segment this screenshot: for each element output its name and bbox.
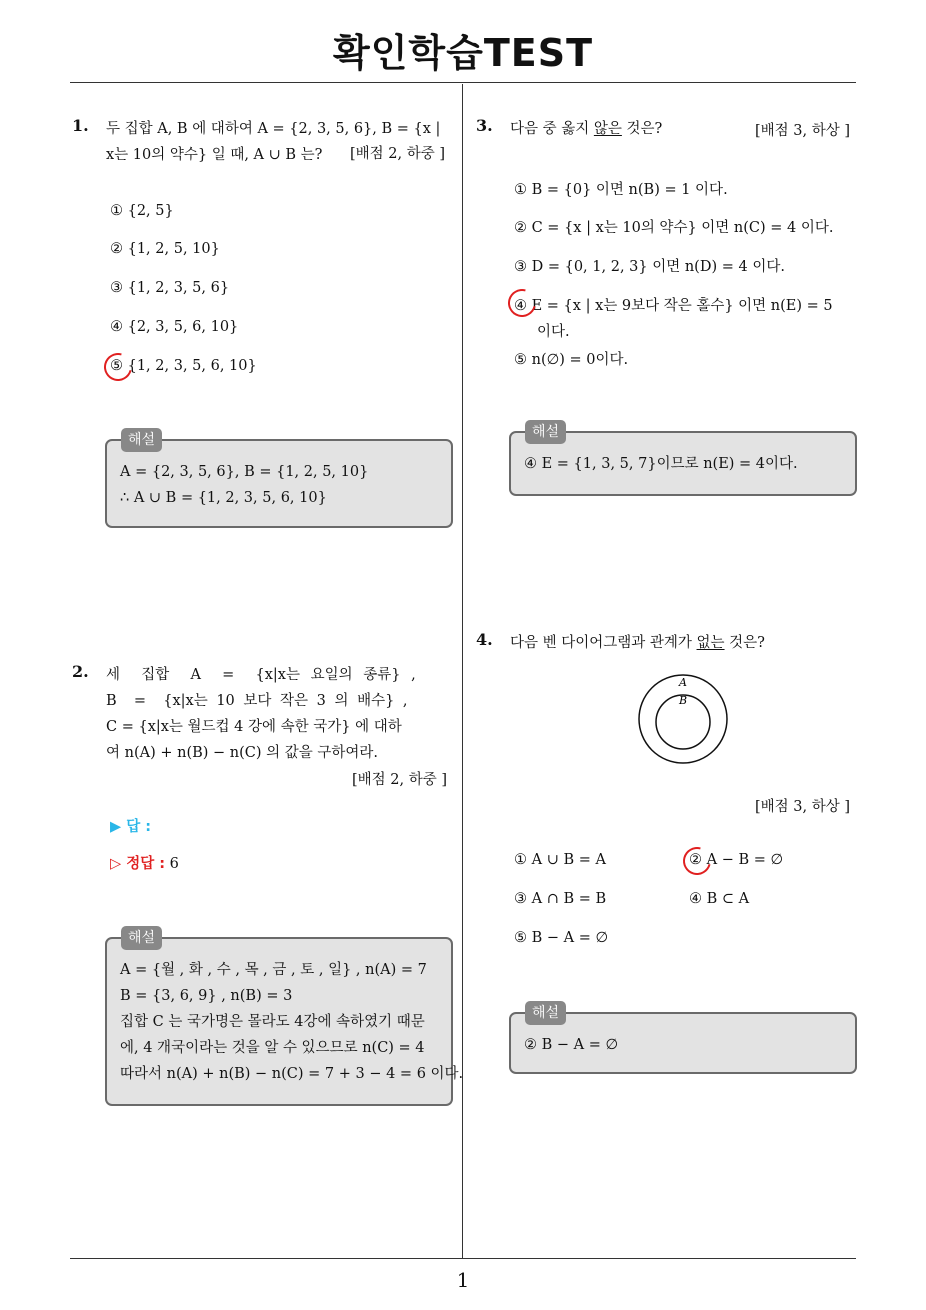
question-text-line: C = {x|x는 월드컵 4 강에 속한 국가} 에 대하 xyxy=(106,719,402,735)
column-divider xyxy=(462,84,463,1259)
footer-divider xyxy=(70,1258,856,1259)
score-label: [배점 3, 하상 ] xyxy=(755,799,851,815)
page-number: 1 xyxy=(456,1268,470,1292)
question-text-line: 세 집합 A = {x|x는 요일의 종류} , xyxy=(106,667,416,683)
option-1[interactable]: ① B = {0} 이면 n(B) = 1 이다. xyxy=(514,182,728,198)
question-number: 4. xyxy=(476,630,493,649)
option-4-continued: 이다. xyxy=(537,324,570,340)
option-4[interactable]: ④ E = {x | x는 9보다 작은 홀수} 이면 n(E) = 5 xyxy=(514,298,833,314)
question-text-emphasis: 없는 xyxy=(696,635,725,651)
venn-diagram xyxy=(630,672,750,772)
option-4[interactable]: ④ {2, 3, 5, 6, 10} xyxy=(110,319,239,335)
question-text-line: B = {x|x는 10 보다 작은 3 의 배수} , xyxy=(106,693,408,709)
solution-body xyxy=(524,1032,845,1058)
solution-label: 해설 xyxy=(525,420,566,444)
question-text xyxy=(510,116,662,142)
correct-answer-label: ▷ 정답 : xyxy=(110,856,166,872)
solution-line: ∴ A ∪ B = {1, 2, 3, 5, 6, 10} xyxy=(120,490,327,506)
question-text-line: x는 10의 약수} 일 때, A ∪ B 는? xyxy=(106,147,323,163)
solution-line: ② B − A = ∅ xyxy=(524,1037,619,1053)
page-title: 확인학습TEST xyxy=(332,31,593,75)
question-text xyxy=(510,630,765,656)
question-text-part: 다음 중 옳지 xyxy=(510,121,594,137)
solution-line: B = {3, 6, 9} , n(B) = 3 xyxy=(120,988,293,1004)
venn-label-outer: A xyxy=(679,676,687,689)
question-number: 3. xyxy=(476,116,493,135)
option-5[interactable]: ⑤ B − A = ∅ xyxy=(514,930,609,946)
venn-label-inner: B xyxy=(679,694,688,707)
option-3[interactable]: ③ {1, 2, 3, 5, 6} xyxy=(110,280,230,296)
solution-body xyxy=(120,957,464,1087)
solution-line: A = {2, 3, 5, 6}, B = {1, 2, 5, 10} xyxy=(120,464,369,480)
score-label: [배점 3, 하상 ] xyxy=(755,123,851,139)
question-text-line: 여 n(A) + n(B) − n(C) 의 값을 구하여라. xyxy=(106,745,379,761)
option-2[interactable]: ② A − B = ∅ xyxy=(689,852,784,868)
option-4[interactable]: ④ B ⊂ A xyxy=(689,891,750,907)
solution-line: 집합 C 는 국가명은 몰라도 4강에 속하였기 때문 xyxy=(120,1014,425,1030)
question-number: 1. xyxy=(72,116,89,135)
answer-circle-mark xyxy=(503,284,541,322)
option-3[interactable]: ③ A ∩ B = B xyxy=(514,891,607,907)
header-divider xyxy=(70,82,856,83)
score-label: [배점 2, 하중 ] xyxy=(350,146,446,162)
solution-label: 해설 xyxy=(121,428,162,452)
answer-circle-mark xyxy=(678,842,716,880)
correct-answer-value: 6 xyxy=(169,856,179,872)
solution-label: 해설 xyxy=(121,926,162,950)
option-2[interactable]: ② {1, 2, 5, 10} xyxy=(110,241,220,257)
option-1[interactable]: ① A ∪ B = A xyxy=(514,852,606,868)
question-text-line: 두 집합 A, B 에 대하여 A = {2, 3, 5, 6}, B = {x | xyxy=(106,121,441,137)
correct-answer xyxy=(110,852,179,873)
question-text-part: 것은? xyxy=(724,635,765,651)
answer-input-label[interactable]: ▶ 답 : xyxy=(110,819,152,835)
score-label: [배점 2, 하중 ] xyxy=(352,772,448,788)
option-5[interactable]: ⑤ n(∅) = 0이다. xyxy=(514,352,629,368)
question-number: 2. xyxy=(72,662,89,681)
question-text-part: 것은? xyxy=(621,121,663,137)
solution-body xyxy=(524,451,845,477)
solution-box xyxy=(509,424,857,496)
option-2[interactable]: ② C = {x | x는 10의 약수} 이면 n(C) = 4 이다. xyxy=(514,220,834,236)
question-text xyxy=(106,662,456,766)
option-1[interactable]: ① {2, 5} xyxy=(110,203,174,219)
solution-box xyxy=(105,432,453,528)
option-3[interactable]: ③ D = {0, 1, 2, 3} 이면 n(D) = 4 이다. xyxy=(514,259,785,275)
solution-body xyxy=(120,459,441,511)
question-text-part: 다음 벤 다이어그램과 관계가 xyxy=(510,635,697,651)
question-text-emphasis: 않은 xyxy=(593,121,622,137)
solution-line: 따라서 n(A) + n(B) − n(C) = 7 + 3 − 4 = 6 이다. xyxy=(120,1066,464,1082)
solution-box xyxy=(509,1005,857,1074)
solution-line: 에, 4 개국이라는 것을 알 수 있으므로 n(C) = 4 xyxy=(120,1040,425,1056)
solution-label: 해설 xyxy=(525,1001,566,1025)
solution-line: ④ E = {1, 3, 5, 7}이므로 n(E) = 4이다. xyxy=(524,456,798,472)
option-5[interactable]: ⑤ {1, 2, 3, 5, 6, 10} xyxy=(110,358,257,374)
solution-box xyxy=(105,930,464,1106)
solution-line: A = {월 , 화 , 수 , 목 , 금 , 토 , 일} , n(A) = 7 xyxy=(120,962,427,978)
answer-circle-mark xyxy=(99,348,137,386)
